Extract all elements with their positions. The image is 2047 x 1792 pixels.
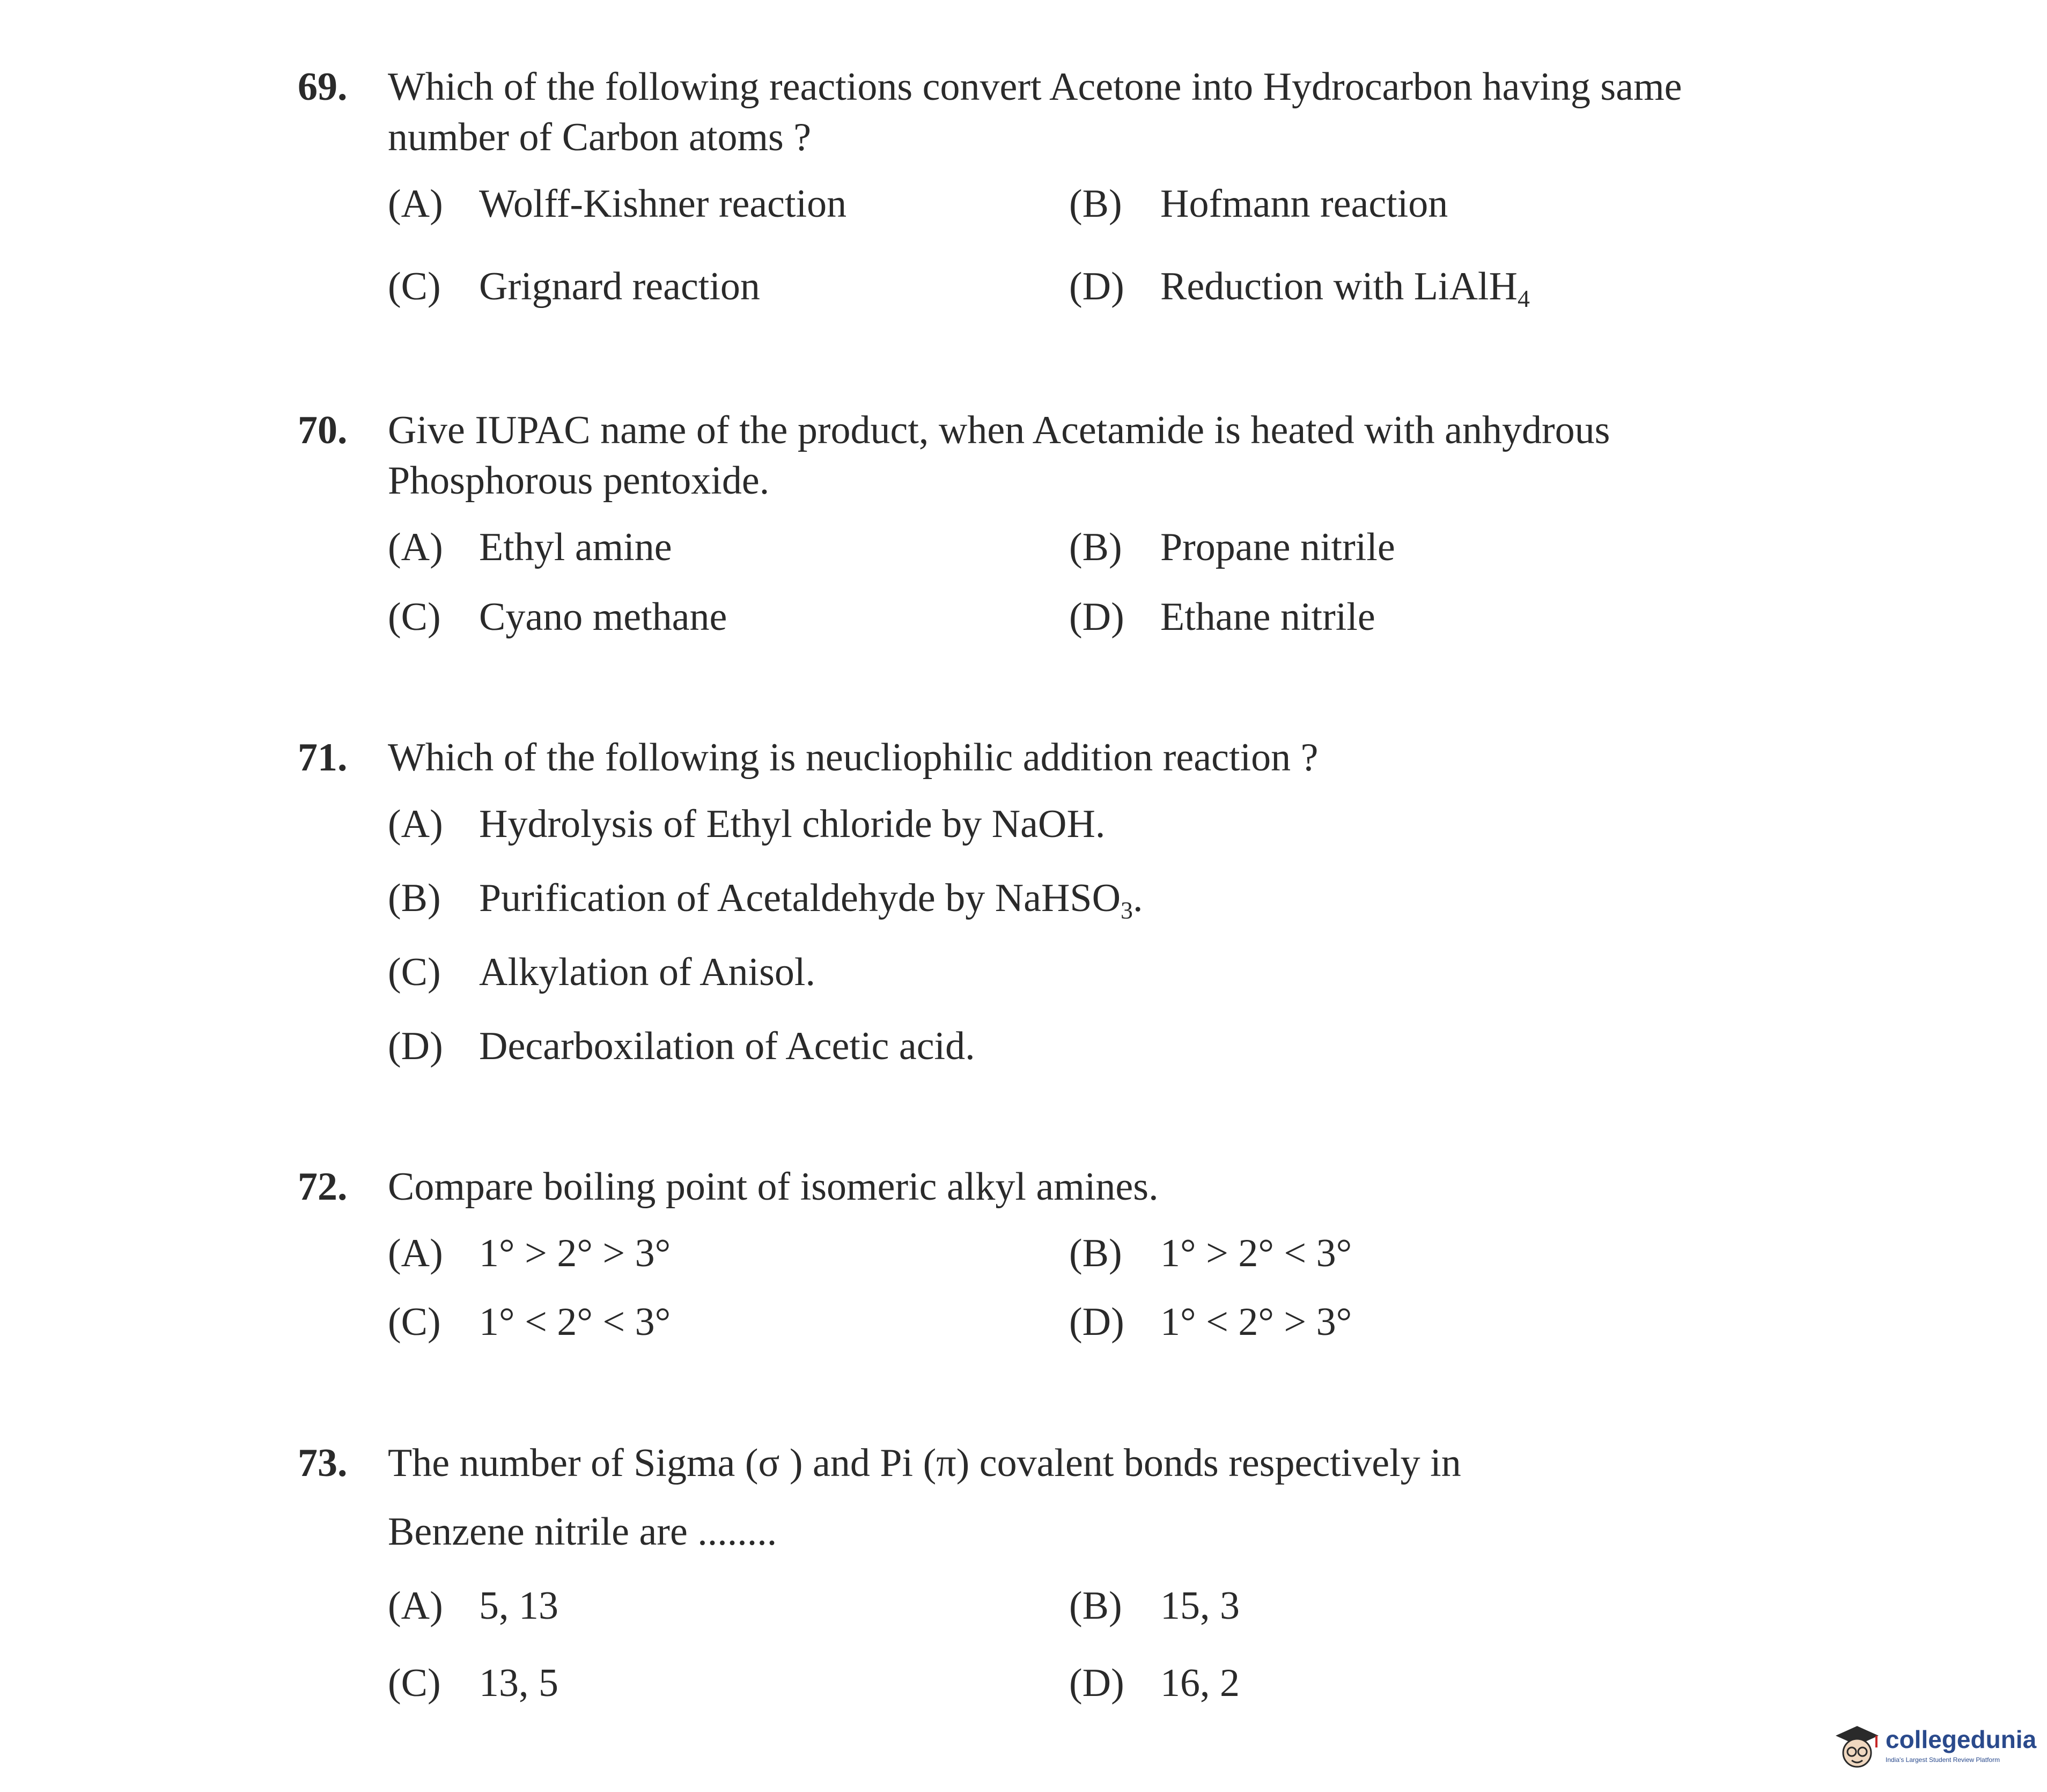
option-text: Propane nitrile <box>1160 525 1395 569</box>
option-d <box>1069 261 1750 312</box>
options <box>388 799 1773 1071</box>
option-a <box>388 522 1069 572</box>
option-text-main: Purification of Acetaldehyde by NaHSO <box>479 876 1121 920</box>
option-text: 1° < 2° > 3° <box>1160 1300 1352 1344</box>
question-71 <box>298 732 1773 1071</box>
logo-tagline: India's Largest Student Review Platform <box>1886 1756 2000 1764</box>
option-d <box>388 1021 1773 1071</box>
question-number: 72. <box>298 1165 348 1209</box>
option-text: 13, 5 <box>479 1661 558 1705</box>
option-label: (C) <box>388 1661 441 1705</box>
option-text: Hofmann reaction <box>1160 182 1448 226</box>
collegedunia-logo <box>1829 1712 2044 1781</box>
question-70 <box>298 405 1773 642</box>
subscript: 3 <box>1121 896 1133 924</box>
option-text: Ethane nitrile <box>1160 595 1375 639</box>
option-label: (D) <box>388 1024 443 1068</box>
option-label: (B) <box>1069 1584 1122 1628</box>
question-73 <box>298 1438 1773 1708</box>
option-b <box>1069 1228 1750 1279</box>
logo-name: collegedunia <box>1886 1725 2037 1753</box>
option-c <box>388 592 1069 642</box>
option-label: (D) <box>1069 595 1124 639</box>
question-text <box>388 1438 1773 1557</box>
option-label: (C) <box>388 595 441 639</box>
option-d <box>1069 592 1750 642</box>
option-a <box>388 1581 1069 1631</box>
option-label: (C) <box>388 1300 441 1344</box>
option-c <box>388 261 1069 312</box>
option-text: Alkylation of Anisol. <box>479 950 815 994</box>
option-label: (C) <box>388 265 441 309</box>
option-a <box>388 1228 1069 1279</box>
option-text-end: . <box>1132 876 1143 920</box>
options <box>388 1581 1773 1708</box>
option-text: Wolff-Kishner reaction <box>479 182 847 226</box>
option-label: (B) <box>1069 525 1122 569</box>
option-label: (B) <box>388 876 441 920</box>
option-c <box>388 1658 1069 1708</box>
options <box>388 522 1773 642</box>
option-label: (D) <box>1069 1300 1124 1344</box>
option-text: 15, 3 <box>1160 1584 1240 1628</box>
option-text-main: Reduction with LiAlH <box>1160 265 1518 309</box>
question-text: Which of the following is neucliophilic addition reaction ? <box>388 736 1319 780</box>
option-label: (B) <box>1069 1231 1122 1275</box>
option-text: Hydrolysis of Ethyl chloride by NaOH. <box>479 802 1106 846</box>
option-text: 5, 13 <box>479 1584 558 1628</box>
options <box>388 179 1773 312</box>
option-label: (D) <box>1069 1661 1124 1705</box>
question-number: 71. <box>298 736 348 780</box>
option-c <box>388 947 1773 997</box>
option-label: (A) <box>388 802 443 846</box>
question-text: Give IUPAC name of the product, when Acetamide is heated with anhydrous Phosphorous pentoxide. <box>388 408 1610 503</box>
question-69 <box>298 62 1773 312</box>
option-text: 16, 2 <box>1160 1661 1240 1705</box>
options <box>388 1228 1773 1347</box>
option-a <box>388 799 1773 849</box>
question-text-line1: The number of Sigma (σ ) and Pi (π) covalent bonds respectively in <box>388 1441 1461 1485</box>
option-text: Decarboxilation of Acetic acid. <box>479 1024 975 1068</box>
option-label: (C) <box>388 950 441 994</box>
question-text: Which of the following reactions convert Acetone into Hydrocarbon having same number of Carbon atoms ? <box>388 65 1682 159</box>
option-b <box>1069 179 1750 229</box>
option-label: (A) <box>388 1231 443 1275</box>
question-72 <box>298 1162 1773 1347</box>
mascot-icon <box>1829 1714 1883 1773</box>
option-text <box>1160 261 1530 312</box>
option-label: (A) <box>388 525 443 569</box>
option-label: (A) <box>388 182 443 226</box>
subscript: 4 <box>1517 284 1530 312</box>
option-text: 1° > 2° > 3° <box>479 1231 671 1275</box>
option-d <box>1069 1297 1750 1347</box>
option-c <box>388 1297 1069 1347</box>
question-text-line2: Benzene nitrile are ........ <box>388 1510 777 1554</box>
option-label: (A) <box>388 1584 443 1628</box>
option-b <box>388 873 1773 923</box>
option-text: 1° > 2° < 3° <box>1160 1231 1352 1275</box>
option-text: 1° < 2° < 3° <box>479 1300 671 1344</box>
option-label: (B) <box>1069 182 1122 226</box>
option-b <box>1069 1581 1750 1631</box>
question-text: Compare boiling point of isomeric alkyl amines. <box>388 1165 1159 1209</box>
option-text: Grignard reaction <box>479 265 760 309</box>
option-b <box>1069 522 1750 572</box>
option-text: Ethyl amine <box>479 525 672 569</box>
option-d <box>1069 1658 1750 1708</box>
option-text <box>479 873 1143 923</box>
question-number: 69. <box>298 65 348 109</box>
option-text: Cyano methane <box>479 595 727 639</box>
question-number: 70. <box>298 408 348 452</box>
question-number: 73. <box>298 1441 348 1485</box>
option-a <box>388 179 1069 229</box>
option-label: (D) <box>1069 265 1124 309</box>
